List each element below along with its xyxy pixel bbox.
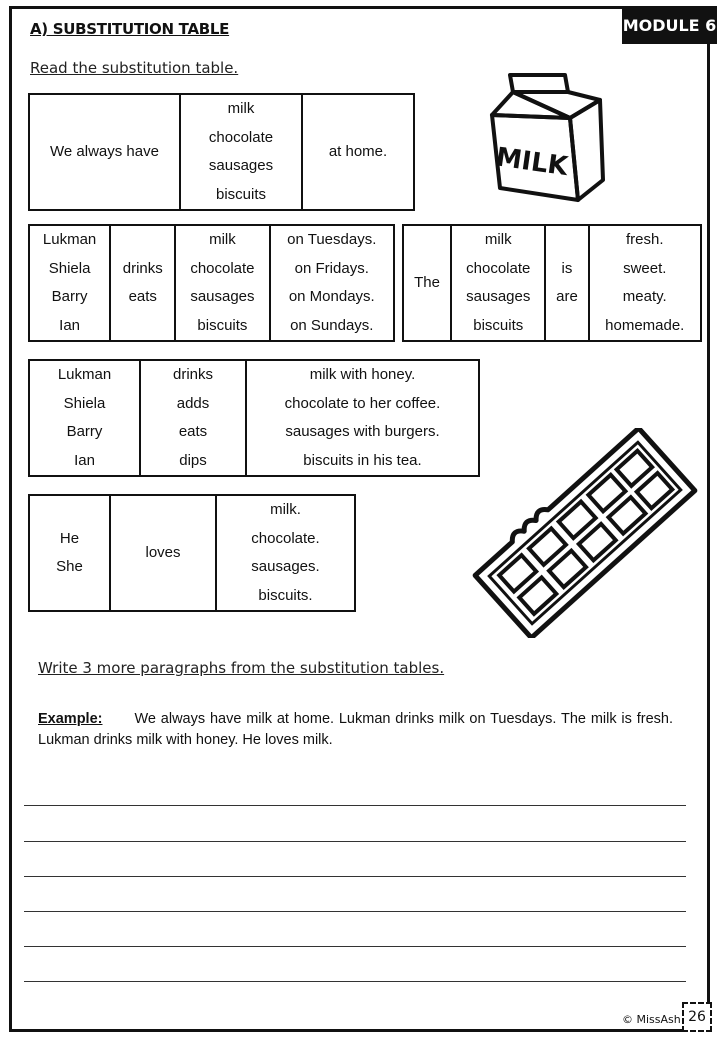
read-instruction: Read the substitution table.	[30, 59, 239, 77]
example-text: We always have milk at home. Lukman drinks milk on Tuesdays. The milk is fresh. Lukman drinks milk with honey. He loves milk.	[38, 711, 673, 748]
substitution-table-1	[28, 93, 415, 211]
svg-text:MILK: MILK	[493, 142, 570, 183]
writing-line[interactable]	[24, 876, 686, 877]
t5-pronouns: He She	[29, 495, 110, 611]
writing-line[interactable]	[24, 841, 686, 842]
t3-det: The	[403, 225, 451, 341]
substitution-table-3	[402, 224, 702, 342]
writing-line[interactable]	[24, 981, 686, 982]
module-badge: MODULE 6	[622, 6, 717, 44]
writing-line[interactable]	[24, 911, 686, 912]
example-paragraph	[38, 709, 673, 751]
t3-adjs: fresh. sweet. meaty. homemade.	[589, 225, 702, 341]
t1-col2: milk chocolate sausages biscuits	[180, 94, 302, 210]
t4-verbs: drinks adds eats dips	[140, 360, 246, 476]
substitution-table-5	[28, 494, 356, 612]
t3-items: milk chocolate sausages biscuits	[451, 225, 545, 341]
t4-names: Lukman Shiela Barry Ian	[29, 360, 140, 476]
t3-verbs: is are	[545, 225, 588, 341]
example-label: Example:	[38, 711, 103, 727]
substitution-table-2	[28, 224, 395, 342]
t5-items: milk. chocolate. sausages. biscuits.	[216, 495, 355, 611]
t2-days: on Tuesdays. on Fridays. on Mondays. on Sundays.	[270, 225, 394, 341]
t4-phrases: milk with honey. chocolate to her coffee. sausages with burgers. biscuits in his tea.	[246, 360, 479, 476]
page-number: 26	[682, 1002, 712, 1032]
t2-items: milk chocolate sausages biscuits	[175, 225, 269, 341]
t1-col3: at home.	[302, 94, 414, 210]
milk-carton-icon	[480, 70, 610, 205]
t2-verbs: drinks eats	[110, 225, 175, 341]
t5-verb: loves	[110, 495, 216, 611]
copyright: © MissAsh	[622, 1013, 681, 1026]
t1-col1: We always have	[29, 94, 180, 210]
write-instruction: Write 3 more paragraphs from the substitution tables.	[38, 659, 445, 677]
section-title: A) SUBSTITUTION TABLE	[30, 20, 230, 38]
writing-line[interactable]	[24, 946, 686, 947]
substitution-table-4	[28, 359, 480, 477]
chocolate-bar-icon	[460, 428, 710, 638]
writing-line[interactable]	[24, 805, 686, 806]
t2-names: Lukman Shiela Barry Ian	[29, 225, 110, 341]
